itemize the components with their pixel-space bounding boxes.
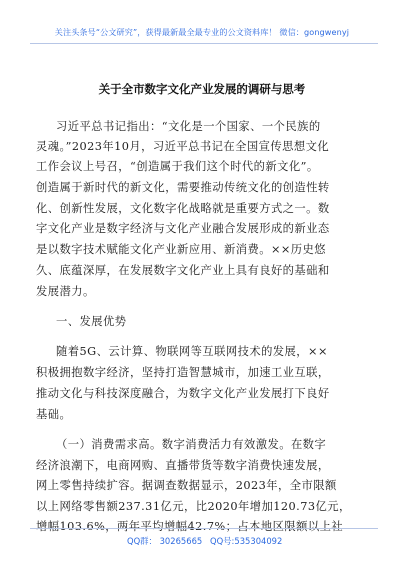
footer-qq: QQ号:535304092: [210, 536, 283, 546]
document-title: 关于全市数字文化产业发展的调研与思考: [98, 82, 306, 96]
body-line: 字文化产业是数字经济与文化产业融合发展形成的新业态: [36, 222, 330, 235]
header-note: 关注头条号“公文研究”，获得最新最全最专业的公文资料库！ 微信：gongwenyj: [54, 27, 350, 37]
body-line: 工作会议上号召，“创造属于我们这个时代的新文化”。: [36, 160, 319, 173]
body-line: 基础。: [36, 408, 72, 421]
body-line: 网上零售持续扩容。据调查数据显示，2023年，全市限额: [36, 479, 337, 492]
section-heading: 一、发展优势: [56, 315, 127, 328]
body-line: 久、底蕴深厚，在发展数字文化产业上具有良好的基础和: [36, 264, 330, 277]
body-line: 发展潜力。: [36, 285, 95, 298]
body-line: 创造属于新时代的新文化，需要推动传统文化的创造性转: [36, 181, 330, 194]
body-line: 是以数字技术赋能文化产业新应用、新消费。××历史悠: [36, 243, 327, 256]
header-divider: [30, 43, 378, 44]
body-line: 增幅103.6%，两年平均增幅42.7%；占本地区限额以上社: [36, 520, 344, 533]
footer-divider: [30, 528, 378, 529]
body-line: 以上网络零售额237.31亿元，比2020年增加120.73亿元，: [36, 500, 351, 513]
body-line: 灵魂。”2023年10月，习近平总书记在全国宣传思想文化: [36, 140, 330, 153]
body-line: 推动文化与科技深度融合，为数字文化产业发展打下良好: [36, 387, 330, 400]
footer-qq-group: QQ群： 30265665: [127, 536, 203, 546]
body-line: （一）消费需求高。数字消费活力有效激发。在数字: [56, 438, 327, 451]
body-line: 习近平总书记指出：“文化是一个国家、一个民族的: [56, 120, 321, 133]
body-line: 经济浪潮下，电商网购、直播带货等数字消费快速发展，: [36, 459, 330, 472]
body-line: 积极拥抱数字经济，坚持打造智慧城市，加速工业互联，: [36, 366, 330, 379]
body-line: 化、创新性发展，文化数字化战略就是重要方式之一。数: [36, 202, 330, 215]
body-line: 随着5G、云计算、物联网等互联网技术的发展，××: [56, 345, 328, 358]
